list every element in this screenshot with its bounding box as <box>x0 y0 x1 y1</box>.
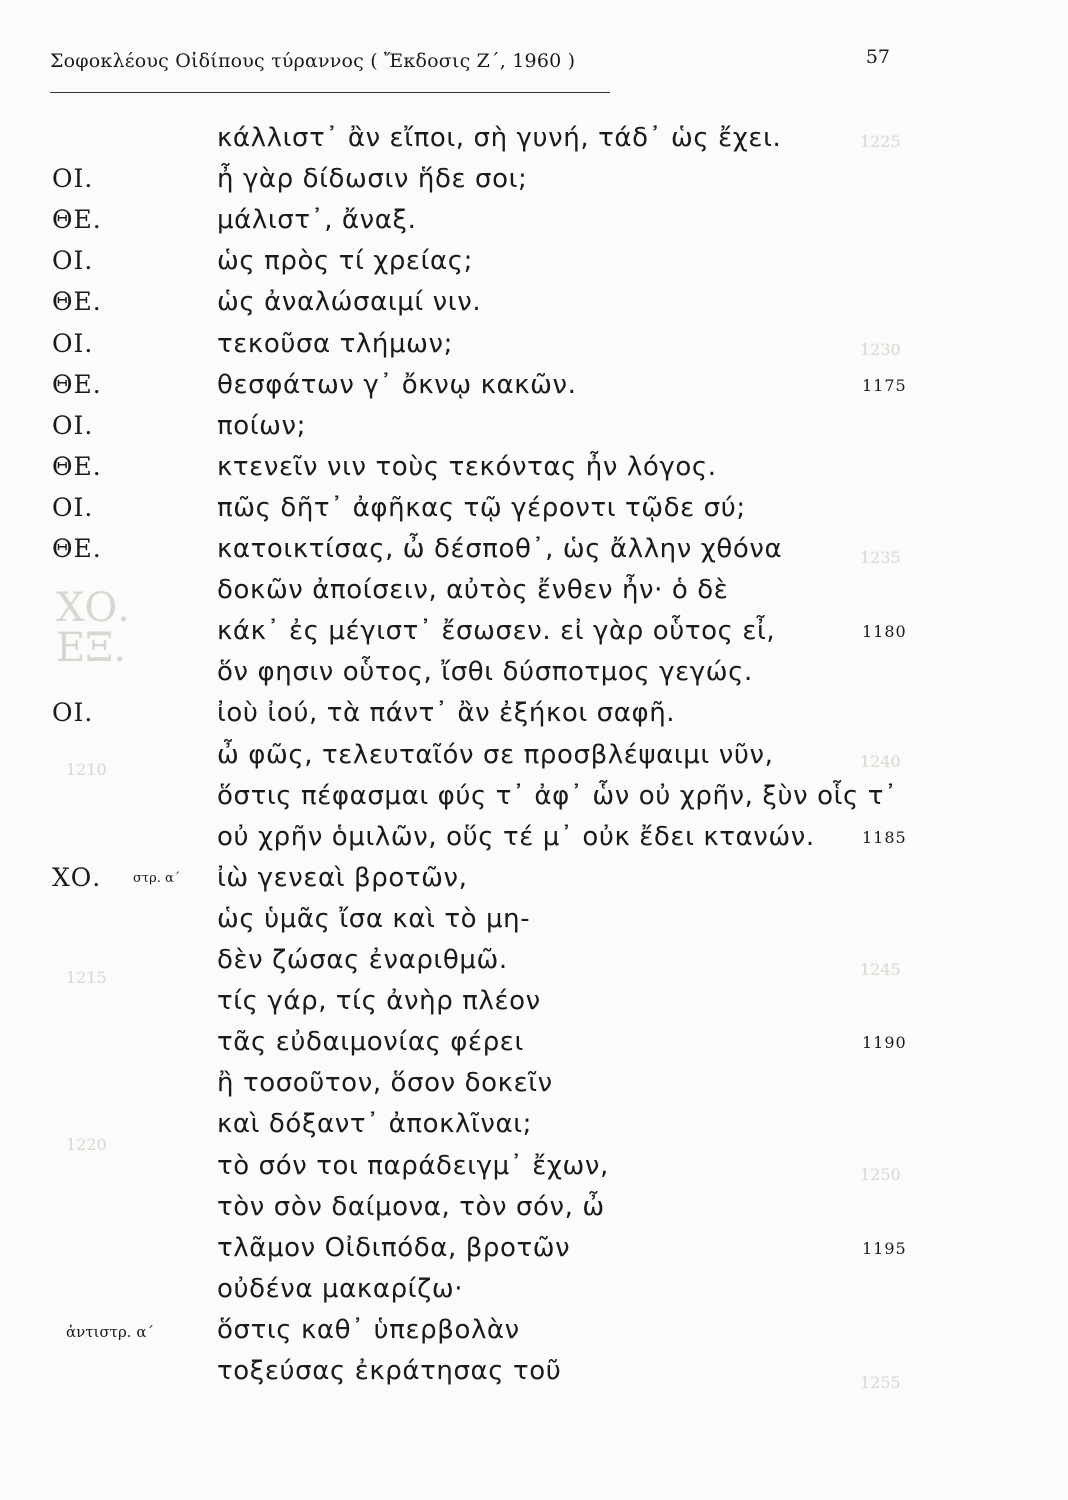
verse-line <box>0 1192 1068 1232</box>
verse-line <box>0 986 1068 1026</box>
verse-text: ἰὼ γενεαὶ βροτῶν, <box>217 862 468 893</box>
speaker-label: ἀντιστρ. α΄ <box>66 1322 154 1341</box>
verse-line <box>0 411 1068 451</box>
verse-text: ἰοὺ ἰού, τὰ πάντ᾽ ἂν ἐξήκοι σαφῆ. <box>217 698 676 729</box>
speaker-label: ΘΕ. <box>52 205 102 235</box>
bleed-through-text: 1220 <box>66 1135 107 1154</box>
speaker-label: ΟΙ. <box>52 410 94 440</box>
verse-line <box>0 1356 1068 1396</box>
verse-text: ποίων; <box>217 410 307 441</box>
verse-line <box>0 698 1068 738</box>
bleed-through-text: 1210 <box>66 760 107 779</box>
bleed-through-text: 1215 <box>66 968 107 987</box>
bleed-through-text: 1245 <box>860 960 901 979</box>
verse-text: τοξεύσας ἐκράτησας τοῦ <box>217 1356 562 1386</box>
verse-text: τὸν σὸν δαίμονα, τὸν σόν, ὦ <box>217 1191 605 1222</box>
verse-text: κατοικτίσας, ὦ δέσποθ᾽, ὡς ἄλλην χθόνα <box>217 534 783 564</box>
verse-line <box>0 1068 1068 1108</box>
bleed-through-text: 1240 <box>860 752 901 771</box>
speaker-label: ΘΕ. <box>52 287 102 317</box>
speaker-label: ΟΙ. <box>52 246 94 276</box>
verse-text: ὡς ὑμᾶς ἴσα καὶ τὸ μη- <box>217 903 531 934</box>
verse-text: τὸ σόν τοι παράδειγμ᾽ ἔχων, <box>217 1150 609 1181</box>
line-number: 1175 <box>862 375 907 395</box>
verse-text: δὲν ζώσας ἐναριθμῶ. <box>217 945 508 975</box>
verse-line <box>0 370 1068 410</box>
speaker-label: ΘΕ. <box>52 534 102 563</box>
verse-text: οὐ χρῆν ὁμιλῶν, οὕς τέ μ᾽ οὐκ ἔδει κτανών. <box>217 821 815 852</box>
verse-line <box>0 904 1068 944</box>
running-header <box>50 42 890 82</box>
bleed-through-text: 1225 <box>860 132 901 151</box>
speaker-label: ΟΙ. <box>52 698 94 728</box>
verse-text: θεσφάτων γ᾽ ὄκνῳ κακῶν. <box>217 369 577 400</box>
verse-line <box>0 822 1068 862</box>
speaker-label: ΟΙ. <box>52 164 94 194</box>
verse-line <box>0 205 1068 245</box>
verse-line <box>0 246 1068 286</box>
verse-text: οὐδένα μακαρίζω· <box>217 1273 464 1304</box>
verse-line <box>0 740 1068 780</box>
verse-line <box>0 575 1068 615</box>
bleed-through-text: ΕΞ. <box>56 625 127 671</box>
verse-text: μάλιστ᾽, ἄναξ. <box>217 205 417 236</box>
verse-text: ἦ γὰρ δίδωσιν ἥδε σοι; <box>217 164 528 195</box>
line-number: 1185 <box>862 827 907 847</box>
bleed-through-text: 1255 <box>860 1373 901 1392</box>
strophe-marker: στρ. α΄ <box>133 870 181 886</box>
verse-line <box>0 329 1068 369</box>
verse-text: ὅστις καθ᾽ ὑπερβολὰν <box>217 1314 520 1345</box>
speaker-label: ΧΟ. <box>52 862 102 892</box>
line-number: 1195 <box>862 1238 907 1258</box>
verse-text: τᾶς εὐδαιμονίας φέρει <box>217 1027 524 1058</box>
verse-line <box>0 123 1068 163</box>
verse-text: κάκ᾽ ἐς μέγιστ᾽ ἔσωσεν. εἰ γὰρ οὗτος εἶ, <box>217 616 776 647</box>
verse-text: ὅν φησιν οὗτος, ἴσθι δύσποτμος γεγώς. <box>217 657 753 688</box>
speaker-label: ΘΕ. <box>52 451 102 481</box>
verse-line <box>0 945 1068 985</box>
verse-line <box>0 164 1068 204</box>
verse-text: πῶς δῆτ᾽ ἀφῆκας τῷ γέροντι τῷδε σύ; <box>217 492 746 523</box>
bleed-through-text: ΧΟ. <box>56 585 130 631</box>
bleed-through-text: 1235 <box>860 548 901 567</box>
speaker-label: ΟΙ. <box>52 328 94 358</box>
verse-line <box>0 1315 1068 1355</box>
header-rule <box>50 92 610 93</box>
verse-line <box>0 781 1068 821</box>
verse-text: ὡς ἀναλώσαιμί νιν. <box>217 287 482 318</box>
verse-line <box>0 1151 1068 1191</box>
verse-line <box>0 452 1068 492</box>
verse-text: ἢ τοσοῦτον, ὅσον δοκεῖν <box>217 1068 553 1099</box>
verse-line <box>0 534 1068 574</box>
speaker-label: ΘΕ. <box>52 369 102 399</box>
verse-text: κάλλιστ᾽ ἂν εἴποι, σὴ γυνή, τάδ᾽ ὡς ἔχει. <box>217 123 782 153</box>
verse-line <box>0 287 1068 327</box>
verse-line <box>0 493 1068 533</box>
verse-text: τεκοῦσα τλήμων; <box>217 328 453 359</box>
verse-line <box>0 616 1068 656</box>
verse-text: δοκῶν ἀποίσειν, αὐτὸς ἔνθεν ἦν· ὁ δὲ <box>217 575 729 606</box>
verse-text: τίς γάρ, τίς ἀνὴρ πλέον <box>217 986 541 1017</box>
bleed-through-text: 1250 <box>860 1165 901 1184</box>
verse-line <box>0 1274 1068 1314</box>
verse-text: κτενεῖν νιν τοὺς τεκόντας ἦν λόγος. <box>217 451 717 482</box>
verse-line <box>0 657 1068 697</box>
bleed-through-text: 1230 <box>860 340 901 359</box>
verse-text: ὅστις πέφασμαι φύς τ᾽ ἀφ᾽ ὧν οὐ χρῆν, ξὺν οἷς τ᾽ <box>217 780 898 811</box>
verse-line <box>0 1233 1068 1273</box>
verse-text: τλᾶμον Οἰδιπόδα, βροτῶν <box>217 1232 571 1263</box>
verse-line <box>0 1027 1068 1067</box>
line-number: 1190 <box>862 1033 907 1053</box>
running-title: Σοφοκλέους Οἰδίπους τύραννος ( Ἔκδοσις Ζ΄, 1960 ) <box>50 50 576 72</box>
verse-text: καὶ δόξαντ᾽ ἀποκλῖναι; <box>217 1109 533 1140</box>
speaker-label: ΟΙ. <box>52 492 94 522</box>
page-number: 57 <box>865 46 890 68</box>
line-number: 1180 <box>862 622 907 642</box>
verse-text: ὦ φῶς, τελευταῖόν σε προσβλέψαιμι νῦν, <box>217 739 774 770</box>
verse-line <box>0 863 1068 903</box>
verse-text: ὡς πρὸς τί χρείας; <box>217 246 473 277</box>
verse-line <box>0 1109 1068 1149</box>
